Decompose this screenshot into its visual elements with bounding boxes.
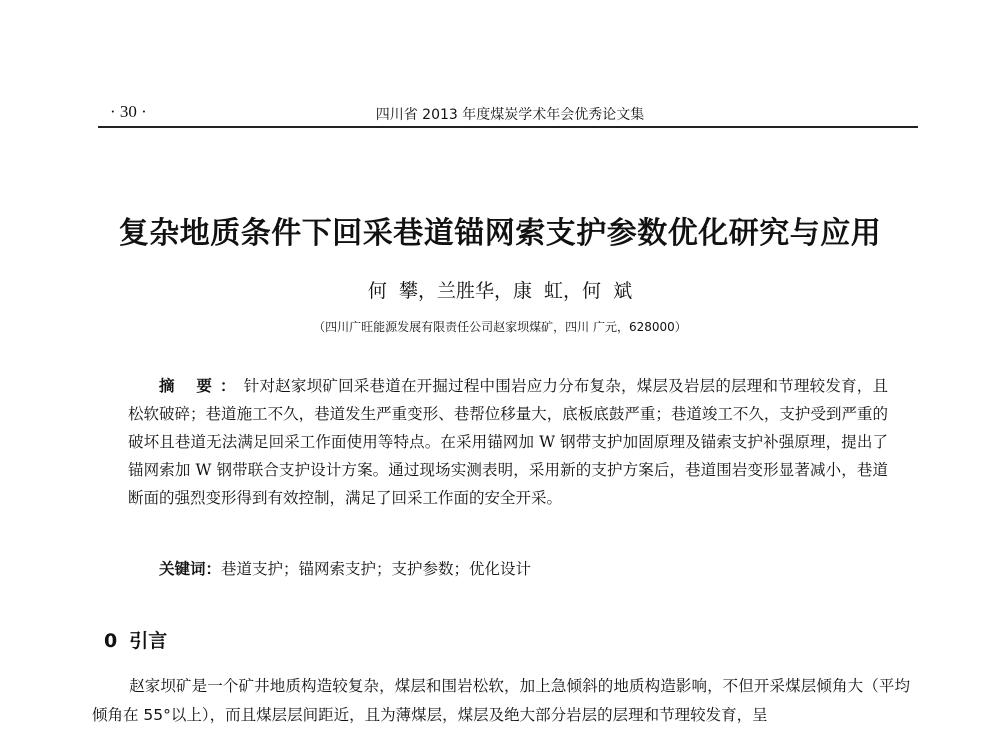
author-list: 何 攀，兰胜华，康 虹，何 斌 [367,280,633,302]
keywords-label: 关键词： [159,560,222,578]
section-title: 引言 [129,630,168,652]
paper-title: 复杂地质条件下回采巷道锚网索支护参数优化研究与应用 [118,216,882,251]
body-paragraph: 赵家坝矿是一个矿井地质构造较复杂，煤层和围岩松软，加上急倾斜的地质构造影响，不但开采煤层倾角大（平均倾角在 55°以上），而且煤层层间距近，且为薄煤层，煤层及绝大部分岩层的层理和节理较发育，呈 [92,677,910,724]
header-rule [98,126,918,128]
section-heading [104,626,167,653]
abstract-label: 摘 要： [159,377,244,395]
page-number: · 30 · [110,102,147,121]
keywords [128,555,888,583]
abstract-text: 针对赵家坝矿回采巷道在开掘过程中围岩应力分布复杂，煤层及岩层的层理和节理较发育，且松软破碎；巷道施工不久，巷道发生严重变形、巷帮位移量大，底板底鼓严重；巷道竣工不久，支护受到严重的破坏且巷道无法满足回采工作面使用等特点。在采用锚网加 W 钢带支护加固原理及锚索支护补强原理，提出了锚网索加 W 钢带联合支护设计方案。通过现场实测表明，采用新的支护方案后，巷道围岩变形显著减小，巷道断面的强烈变形得到有效控制，满足了回采工作面的安全开采。 [128,377,888,507]
journal-title: 四川省 2013 年度煤炭学术年会优秀论文集 [375,107,645,123]
abstract [128,372,888,512]
affiliation: （四川广旺能源发展有限责任公司赵家坝煤矿，四川 广元，628000） [313,320,687,334]
running-header [110,102,910,124]
section-number: 0 [104,630,118,652]
keywords-text: 巷道支护；锚网索支护；支护参数；优化设计 [221,560,532,578]
